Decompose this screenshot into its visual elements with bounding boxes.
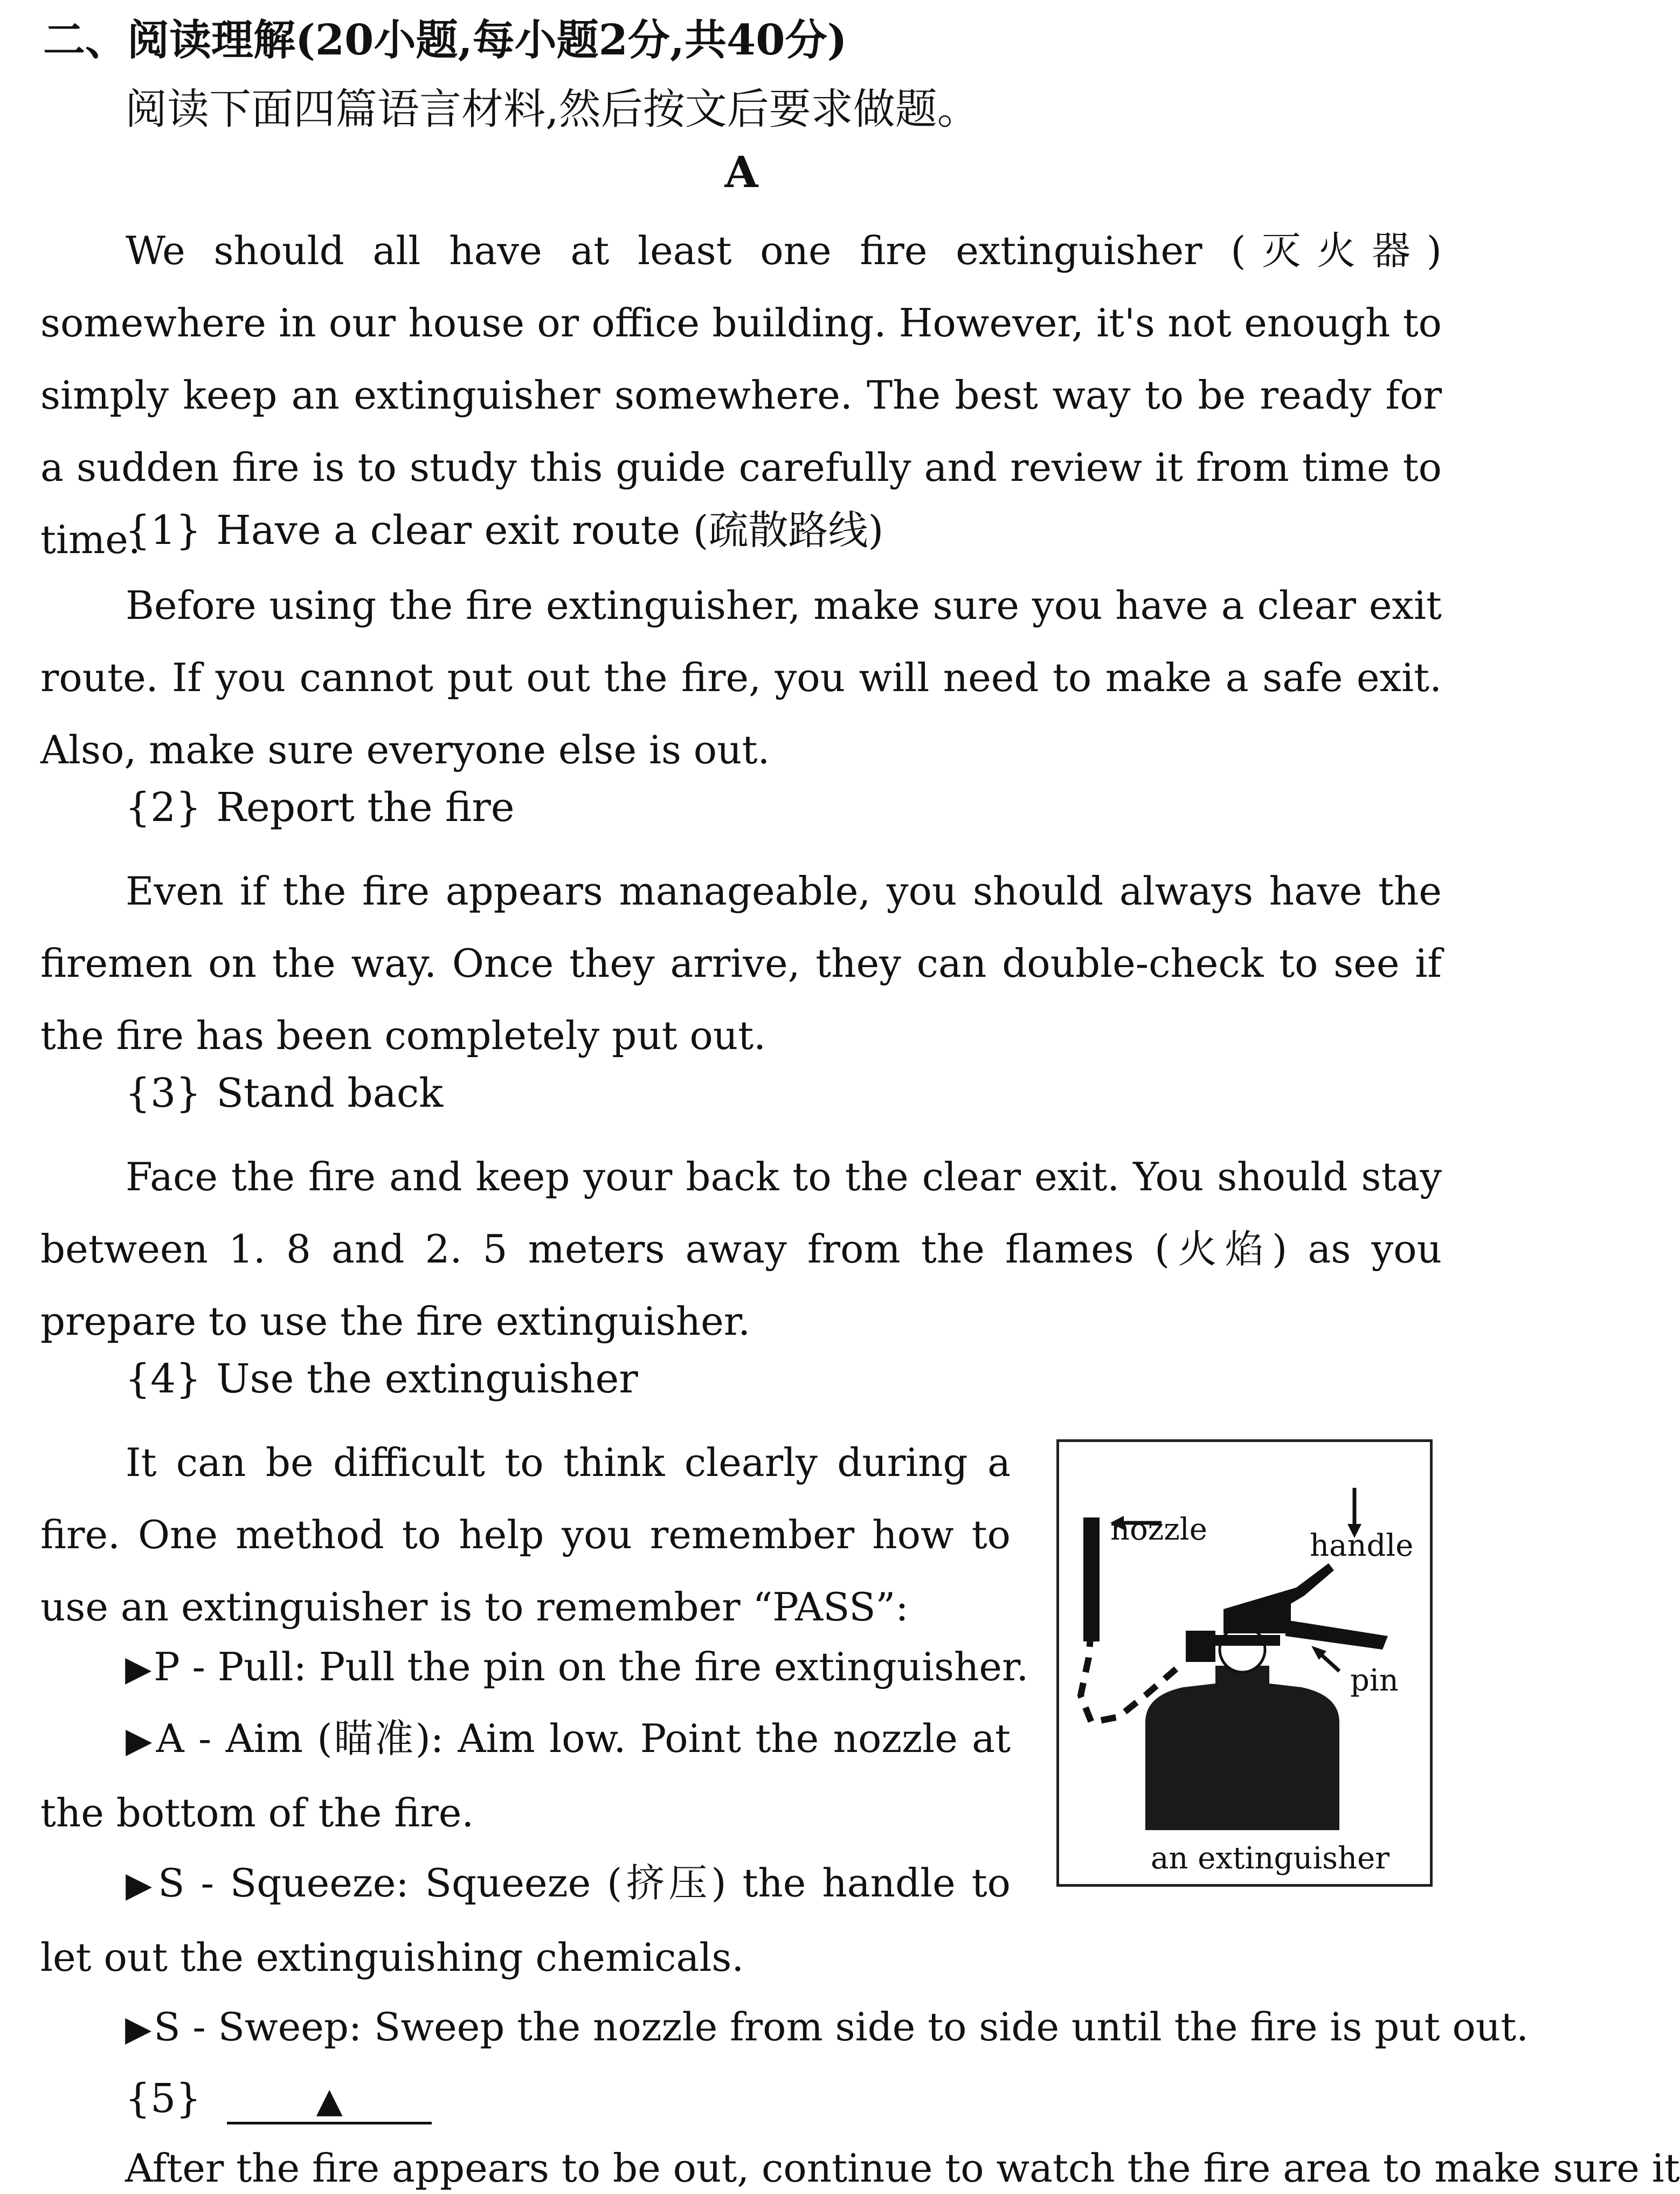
section-title: 二、阅读理解(20小题,每小题2分,共40分) [43,16,847,65]
step-3-body: Face the fire and keep your back to the clear exit. You should stay between 1. 8 and 2. 5 meters away from the flames (火焰) as you prepare to use the fire extinguisher. [40,1154,1442,1344]
section-instruction: 阅读下面四篇语言材料,然后按文后要求做题。 [125,85,979,134]
step-1-number: {1} [125,507,202,554]
extinguisher-figure [1056,1439,1433,1887]
bullet-arrow-icon: ▶ [125,1649,152,1689]
intro-paragraph: We should all have at least one fire extinguisher (灭火器) somewhere in our house or office building. However, it's not enough to simply keep an extinguisher somewhere. The best way to be ready for a sudden fire is to study this guide carefully and review it from time to time. [40,228,1442,562]
step-2-heading [125,784,515,831]
bullet-arrow-icon: ▶ [126,1865,156,1905]
step-3-title: Stand back [216,1070,444,1116]
pass-s2-item: ▶S - Sweep: Sweep the nozzle from side to side until the fire is put out. [125,2004,1529,2050]
step-3-number: {3} [125,1070,202,1116]
passage-letter: A [724,147,758,197]
step-5-number: {5} [125,2075,202,2122]
pin-label: pin [1350,1663,1399,1698]
bullet-arrow-icon: ▶ [125,2009,152,2049]
step-1-title: Have a clear exit route (疏散路线) [216,507,884,554]
step-5-heading [125,2075,432,2124]
answer-blank[interactable] [227,2075,432,2124]
bullet-arrow-icon: ▶ [126,1721,154,1761]
pass-s1-item: ▶S - Squeeze: Squeeze (挤压) the handle to let out the extinguishing chemicals. [40,1860,1011,1980]
step-2-number: {2} [125,784,202,831]
triangle-marker-icon: ▲ [316,2081,343,2121]
step-4-title: Use the extinguisher [216,1356,638,1402]
step-4-heading [125,1356,638,1402]
step-4-body: It can be difficult to think clearly during a fire. One method to help you remember how to use an extinguisher is to remember “PASS”: [40,1440,1011,1630]
step-1-body: Before using the fire extinguisher, make sure you have a clear exit route. If you cannot put out the fire, you will need to make a safe exit. Also, make sure everyone else is out. [40,583,1442,772]
step-2-title: Report the fire [216,784,515,831]
figure-caption: an extinguisher [1151,1841,1389,1876]
step-2-body: Even if the fire appears manageable, you should always have the firemen on the way. Once they arrive, they can double-check to see if the fire has been completely put out. [40,868,1442,1058]
step-4-number: {4} [125,1356,202,1402]
last-line: After the fire appears to be out, continue to watch the fire area to make sure it [125,2145,1680,2191]
nozzle-label: nozzle [1110,1512,1207,1547]
step-1-heading [125,499,883,556]
pass-a-item: ▶A - Aim (瞄准): Aim low. Point the nozzle at the bottom of the fire. [40,1716,1011,1836]
step-3-heading [125,1070,443,1116]
handle-label: handle [1310,1528,1414,1563]
pass-p-item: ▶P - Pull: Pull the pin on the fire extinguisher. [125,1644,1029,1689]
